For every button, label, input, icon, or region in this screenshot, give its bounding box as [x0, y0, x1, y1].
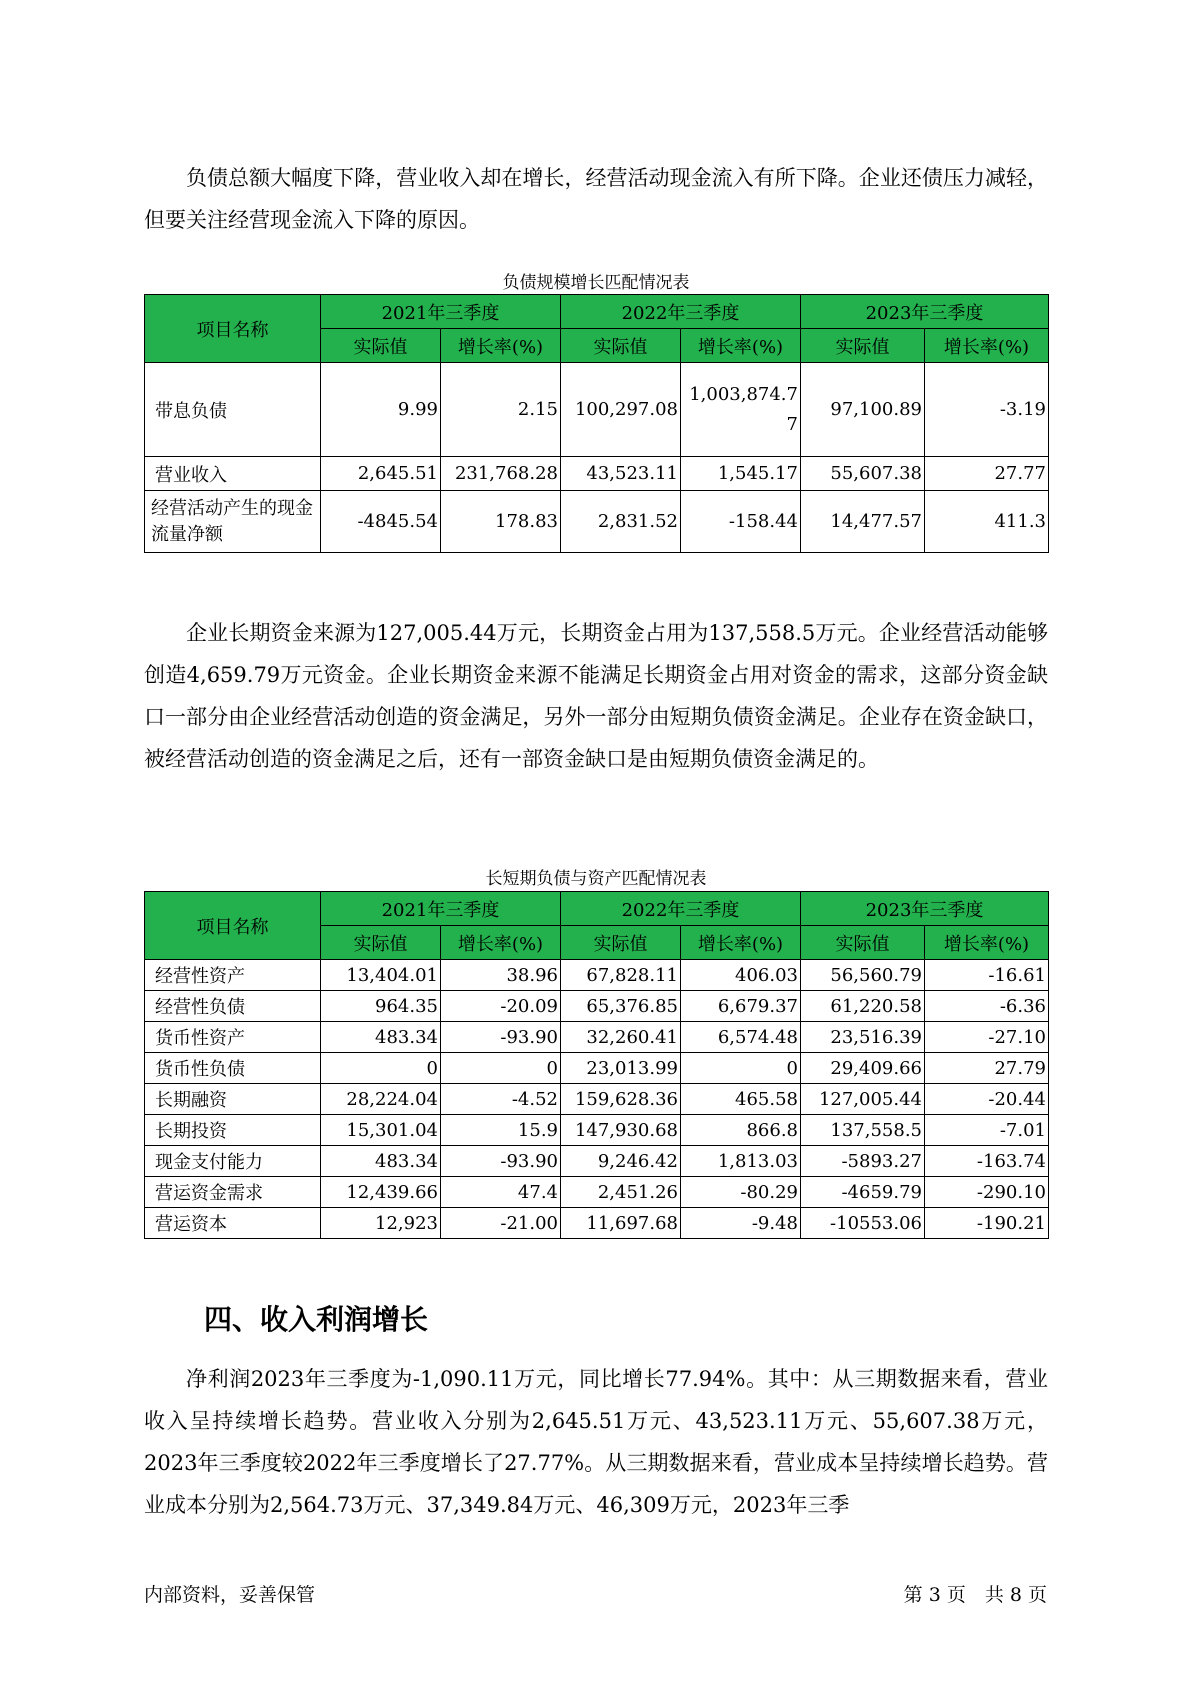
- cell-value: -9.48: [681, 1208, 801, 1239]
- cell-value: 55,607.38: [801, 457, 925, 491]
- cell-value: 964.35: [321, 991, 441, 1022]
- cell-value: 23,516.39: [801, 1022, 925, 1053]
- cell-value: -5893.27: [801, 1146, 925, 1177]
- cell-value: 231,768.28: [441, 457, 561, 491]
- cell-value: 1,813.03: [681, 1146, 801, 1177]
- table2-period-2022: 2022年三季度: [561, 892, 801, 926]
- cell-value: 411.3: [925, 491, 1049, 553]
- cell-value: -4.52: [441, 1084, 561, 1115]
- cell-value: 147,930.68: [561, 1115, 681, 1146]
- cell-value: -158.44: [681, 491, 801, 553]
- funding-paragraph: 企业长期资金来源为127,005.44万元，长期资金占用为137,558.5万元。企业经营活动能够创造4,659.79万元资金。企业长期资金来源不能满足长期资金占用对资金的需求，这部分资金缺口一部分由企业经营活动创造的资金满足，另外一部分由短期负债资金满足。企业存在资金缺口，被经营活动创造的资金满足之后，还有一部资金缺口是由短期负债资金满足的。: [144, 621, 1048, 771]
- cell-value: 0: [321, 1053, 441, 1084]
- table1-caption: 负债规模增长匹配情况表: [502, 273, 690, 293]
- row-label: 货币性负债: [145, 1053, 321, 1084]
- cell-value-wrapped: 1,003,874.77: [689, 383, 798, 435]
- cell-value: 2,645.51: [321, 457, 441, 491]
- cell-value: 47.4: [441, 1177, 561, 1208]
- cell-value: -4845.54: [321, 491, 441, 553]
- cell-value: 483.34: [321, 1022, 441, 1053]
- row-label: 现金支付能力: [145, 1146, 321, 1177]
- table2-sub-actual: 实际值: [801, 926, 925, 960]
- table1-sub-actual: 实际值: [801, 329, 925, 363]
- table2-header-row: [145, 892, 1049, 926]
- cell-value: 137,558.5: [801, 1115, 925, 1146]
- row-label: 长期融资: [145, 1084, 321, 1115]
- cell-value: -10553.06: [801, 1208, 925, 1239]
- table1-sub-growth: 增长率(%): [925, 329, 1049, 363]
- cell-value: 100,297.08: [561, 363, 681, 457]
- cell-value: 38.96: [441, 960, 561, 991]
- table2-sub-actual: 实际值: [561, 926, 681, 960]
- cell-value: 127,005.44: [801, 1084, 925, 1115]
- cell-value: 15.9: [441, 1115, 561, 1146]
- cell-value: -21.00: [441, 1208, 561, 1239]
- cell-value: 2.15: [441, 363, 561, 457]
- cell-value: 483.34: [321, 1146, 441, 1177]
- cell-value: 159,628.36: [561, 1084, 681, 1115]
- table1-sub-actual: 实际值: [561, 329, 681, 363]
- cell-value: 465.58: [681, 1084, 801, 1115]
- cell-value: 9,246.42: [561, 1146, 681, 1177]
- table-row: [145, 960, 1049, 991]
- cell-value: 9.99: [321, 363, 441, 457]
- cell-value: 61,220.58: [801, 991, 925, 1022]
- cell-value: 97,100.89: [801, 363, 925, 457]
- cell-value: 23,013.99: [561, 1053, 681, 1084]
- table1-sub-growth: 增长率(%): [681, 329, 801, 363]
- cell-value: -163.74: [925, 1146, 1049, 1177]
- row-label: 经营活动产生的现金流量净额: [145, 491, 321, 553]
- cell-value: 2,831.52: [561, 491, 681, 553]
- table2-sub-actual: 实际值: [321, 926, 441, 960]
- row-label: 营业收入: [145, 457, 321, 491]
- row-label: 营运资金需求: [145, 1177, 321, 1208]
- table-row: [145, 457, 1049, 491]
- cell-value: -20.44: [925, 1084, 1049, 1115]
- cell-value: -6.36: [925, 991, 1049, 1022]
- cell-value: 12,923: [321, 1208, 441, 1239]
- table2-body: [145, 960, 1049, 1239]
- cell-value: -20.09: [441, 991, 561, 1022]
- cell-value: -190.21: [925, 1208, 1049, 1239]
- table-row: [145, 1177, 1049, 1208]
- section-heading: 四、收入利润增长: [204, 1303, 429, 1336]
- table-row: [145, 1053, 1049, 1084]
- cell-value: 1,545.17: [681, 457, 801, 491]
- table2-caption: 长短期负债与资产匹配情况表: [485, 869, 707, 889]
- footer-page-number: 第 3 页 共 8 页: [903, 1584, 1047, 1606]
- row-label: 经营性负债: [145, 991, 321, 1022]
- table2-item-header: 项目名称: [145, 892, 321, 960]
- cell-value: -3.19: [925, 363, 1049, 457]
- cell-value: 56,560.79: [801, 960, 925, 991]
- cell-value: 43,523.11: [561, 457, 681, 491]
- table2-period-2023: 2023年三季度: [801, 892, 1049, 926]
- table-row: [145, 1022, 1049, 1053]
- cell-value: 2,451.26: [561, 1177, 681, 1208]
- table1-sub-actual: 实际值: [321, 329, 441, 363]
- cell-value: 6,574.48: [681, 1022, 801, 1053]
- row-label: 营运资本: [145, 1208, 321, 1239]
- cell-value: 0: [681, 1053, 801, 1084]
- cell-value: 32,260.41: [561, 1022, 681, 1053]
- table-row: [145, 1146, 1049, 1177]
- table-row: [145, 1084, 1049, 1115]
- debt-growth-table: [144, 294, 1049, 553]
- table1-period-2023: 2023年三季度: [801, 295, 1049, 329]
- table-row: [145, 1115, 1049, 1146]
- cell-value: -4659.79: [801, 1177, 925, 1208]
- cell-value: 13,404.01: [321, 960, 441, 991]
- table-row: [145, 363, 1049, 457]
- cell-value: -93.90: [441, 1022, 561, 1053]
- liability-asset-table: [144, 891, 1049, 1239]
- table2-sub-growth: 增长率(%): [681, 926, 801, 960]
- cell-value: 14,477.57: [801, 491, 925, 553]
- table2-sub-growth: 增长率(%): [441, 926, 561, 960]
- cell-value: [681, 363, 801, 457]
- table-row: [145, 991, 1049, 1022]
- table1-sub-growth: 增长率(%): [441, 329, 561, 363]
- cell-value: 65,376.85: [561, 991, 681, 1022]
- cell-value: -27.10: [925, 1022, 1049, 1053]
- cell-value: 0: [441, 1053, 561, 1084]
- table1-period-2022: 2022年三季度: [561, 295, 801, 329]
- table2-period-2021: 2021年三季度: [321, 892, 561, 926]
- cell-value: 406.03: [681, 960, 801, 991]
- income-paragraph: 净利润2023年三季度为-1,090.11万元，同比增长77.94%。其中：从三期数据来看，营业收入呈持续增长趋势。营业收入分别为2,645.51万元、43,523.11万元、55,607.38万元，2023年三季度较2022年三季度增长了27.77%。从三期数据来看，营业成本呈持续增长趋势。营业成本分别为2,564.73万元、37,349.84万元、46,309万元，2023年三季: [144, 1367, 1048, 1517]
- cell-value: 11,697.68: [561, 1208, 681, 1239]
- row-label: 长期投资: [145, 1115, 321, 1146]
- cell-value: 12,439.66: [321, 1177, 441, 1208]
- row-label: 经营性资产: [145, 960, 321, 991]
- footer-confidential: 内部资料，妥善保管: [144, 1584, 316, 1606]
- cell-value: 866.8: [681, 1115, 801, 1146]
- table1-header-row: [145, 295, 1049, 329]
- table1-period-2021: 2021年三季度: [321, 295, 561, 329]
- row-label: 带息负债: [145, 363, 321, 457]
- row-label: 货币性资产: [145, 1022, 321, 1053]
- table-row: [145, 491, 1049, 553]
- cell-value: -80.29: [681, 1177, 801, 1208]
- cell-value: 27.79: [925, 1053, 1049, 1084]
- cell-value: -290.10: [925, 1177, 1049, 1208]
- cell-value: -93.90: [441, 1146, 561, 1177]
- table-row: [145, 1208, 1049, 1239]
- table1-item-header: 项目名称: [145, 295, 321, 363]
- table2-sub-growth: 增长率(%): [925, 926, 1049, 960]
- cell-value: 29,409.66: [801, 1053, 925, 1084]
- cell-value: 27.77: [925, 457, 1049, 491]
- cell-value: 6,679.37: [681, 991, 801, 1022]
- cell-value: 67,828.11: [561, 960, 681, 991]
- cell-value: 28,224.04: [321, 1084, 441, 1115]
- cell-value: -16.61: [925, 960, 1049, 991]
- cell-value: 15,301.04: [321, 1115, 441, 1146]
- intro-paragraph: 负债总额大幅度下降，营业收入却在增长，经营活动现金流入有所下降。企业还债压力减轻，但要关注经营现金流入下降的原因。: [144, 166, 1048, 232]
- cell-value: -7.01: [925, 1115, 1049, 1146]
- cell-value: 178.83: [441, 491, 561, 553]
